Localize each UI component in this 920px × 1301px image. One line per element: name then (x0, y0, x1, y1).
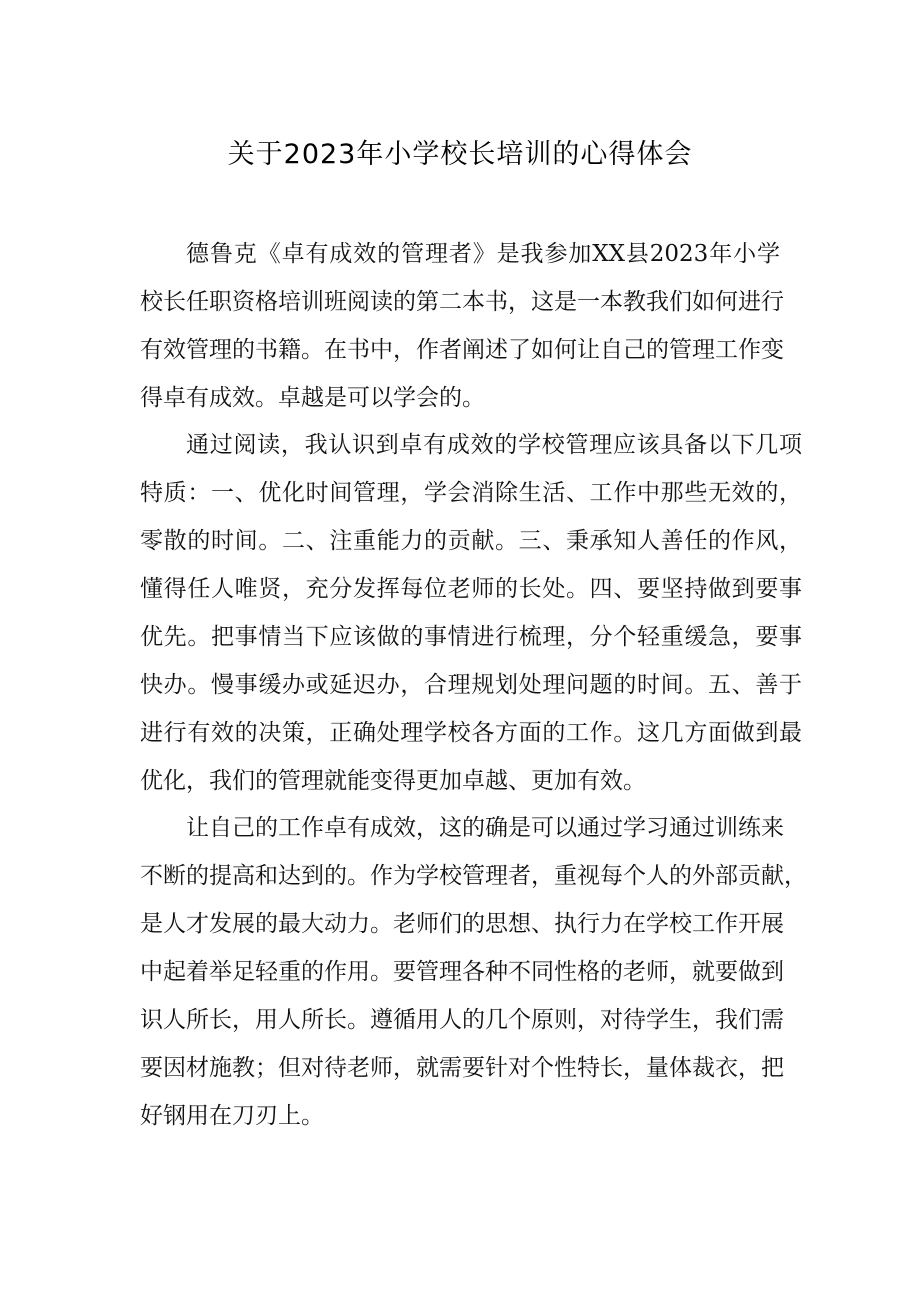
paragraph-2 (140, 421, 802, 805)
paragraph-line: 不断的提高和达到的。作为学校管理者，重视每个人的外部贡献， (140, 863, 807, 889)
paragraph-line: 进行有效的决策，正确处理学校各方面的工作。这几方面做到最 (140, 720, 802, 746)
paragraph-1 (140, 230, 784, 422)
paragraph-line: 通过阅读，我认识到卓有成效的学校管理应该具备以下几项 (186, 432, 802, 458)
paragraph-line: 识人所长，用人所长。遵循用人的几个原则，对待学生，我们需 (140, 1007, 784, 1033)
paragraph-line: 零散的时间。二、注重能力的贡献。三、秉承知人善任的作风， (140, 528, 802, 554)
paragraph-line: 德鲁克《卓有成效的管理者》是我参加XX县2023年小学 (186, 241, 780, 267)
paragraph-line: 特质：一、优化时间管理，学会消除生活、工作中那些无效的， (140, 480, 802, 506)
paragraph-3 (140, 804, 807, 1140)
paragraph-line: 校长任职资格培训班阅读的第二本书，这是一本教我们如何进行 (140, 289, 784, 315)
paragraph-line: 得卓有成效。卓越是可以学会的。 (140, 385, 485, 411)
paragraph-line: 中起着举足轻重的作用。要管理各种不同性格的老师，就要做到 (140, 959, 784, 985)
paragraph-line: 要因材施教；但对待老师，就需要针对个性特长，量体裁衣，把 (140, 1055, 784, 1081)
document-title: 关于2023年小学校长培训的心得体会 (227, 139, 693, 170)
paragraph-line: 有效管理的书籍。在书中，作者阐述了如何让自己的管理工作变 (140, 337, 784, 363)
paragraph-line: 让自己的工作卓有成效，这的确是可以通过学习通过训练来 (186, 815, 784, 841)
paragraph-line: 是人才发展的最大动力。老师们的思想、执行力在学校工作开展 (140, 911, 784, 937)
paragraph-line: 好钢用在刀刃上。 (140, 1103, 324, 1129)
paragraph-line: 优化，我们的管理就能变得更加卓越、更加有效。 (140, 768, 646, 794)
paragraph-line: 快办。慢事缓办或延迟办，合理规划处理问题的时间。五、善于 (140, 672, 802, 698)
paragraph-line: 懂得任人唯贤，充分发挥每位老师的长处。四、要坚持做到要事 (140, 576, 802, 602)
paragraph-line: 优先。把事情当下应该做的事情进行梳理，分个轻重缓急，要事 (140, 624, 802, 650)
